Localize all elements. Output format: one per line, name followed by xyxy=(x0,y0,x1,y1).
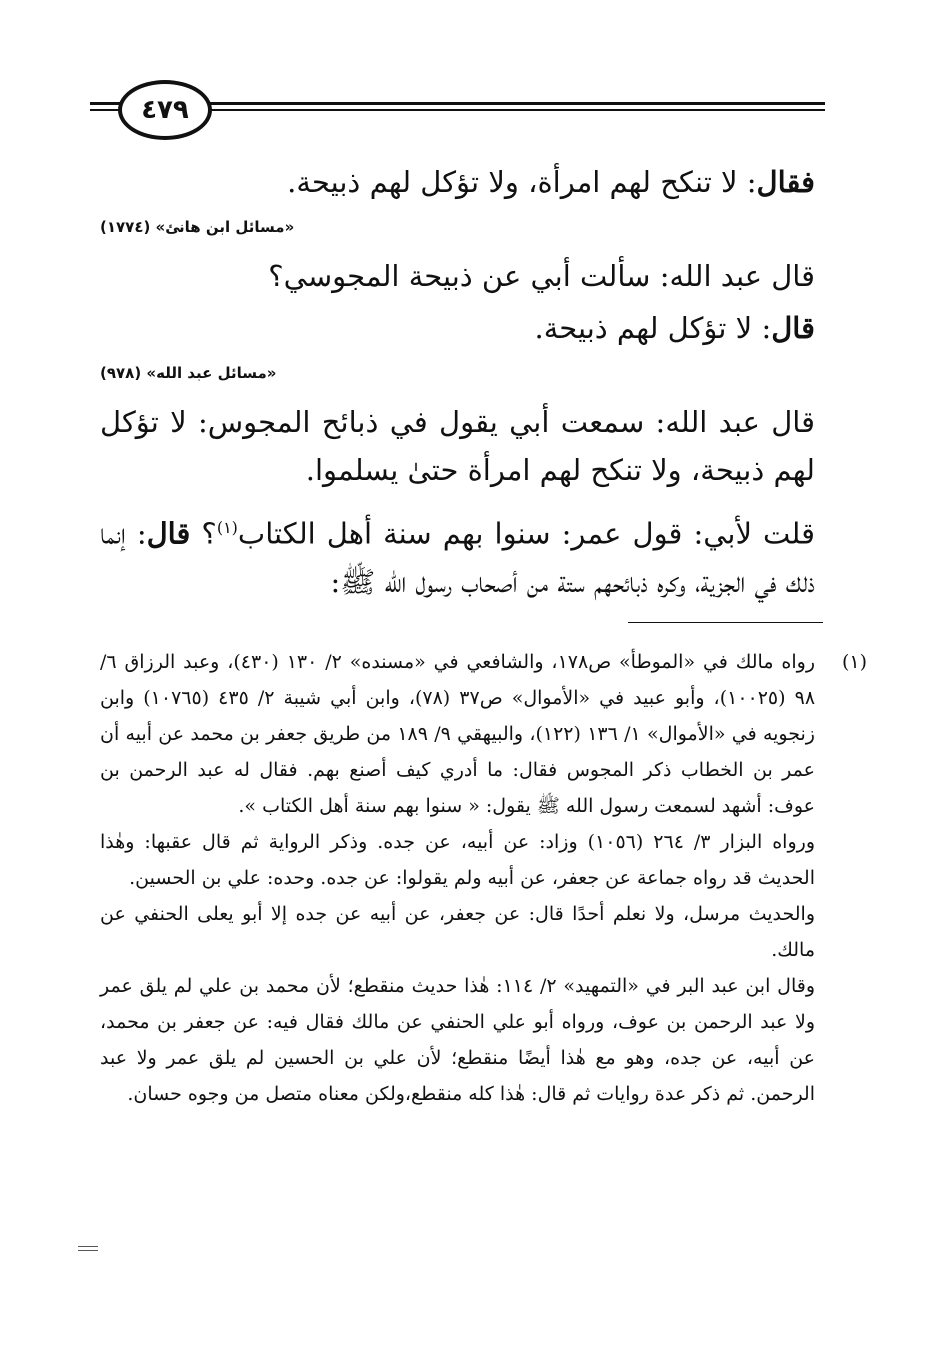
reference-ibn-hani: «مسائل ابن هانئ» (١٧٧٤) xyxy=(100,218,295,236)
paragraph-5-text-a: قلت لأبي: قول عمر: سنوا بهم سنة أهل الكتاب xyxy=(237,516,815,551)
paragraph-5 xyxy=(100,504,815,606)
page-header xyxy=(90,78,825,138)
footnote-reference: (١) xyxy=(216,518,238,537)
reference-abdullah: «مسائل عبد الله» (٩٧٨) xyxy=(100,364,277,382)
paragraph-1-text: : لا تنكح لهم امرأة، ولا تؤكل لهم ذبيحة. xyxy=(287,165,757,199)
paragraph-4: قال عبد الله: سمعت أبي يقول في ذبائح المجوس: لا تؤكل لهم ذبيحة، ولا تنكح لهم امرأة حتىٰ يسلموا. xyxy=(100,405,815,487)
corner-mark xyxy=(78,1246,98,1254)
paragraph-5-text-b: ؟ xyxy=(190,516,217,551)
paragraph-3-text: : لا تؤكل لهم ذبيحة. xyxy=(534,311,772,345)
footnote-paragraph: ورواه البزار ٣/ ٢٦٤ (١٠٥٦) وزاد: عن أبيه، عن جده. وذكر الرواية ثم قال عقبها: وهٰذا الحديث قد رواه جماعة عن جعفر، عن أبيه ولم يقولوا: عن جده. وحده: علي بن الحسين. xyxy=(100,831,815,889)
footnotes xyxy=(100,644,867,1112)
footnote-marker: (١) xyxy=(841,651,867,673)
page-number: ٤٧٩ xyxy=(118,80,212,140)
keyword-qal-2: قال xyxy=(146,516,191,551)
paragraph-1 xyxy=(100,158,815,206)
paragraph-3 xyxy=(100,304,815,352)
paragraph-5-text-c: : إنما ذلك في الجزية، وكره ذبائحهم ستة من أصحاب رسول الله ﷺ: xyxy=(100,516,815,599)
footnote-paragraph: وقال ابن عبد البر في «التمهيد» ٢/ ١١٤: هٰذا حديث منقطع؛ لأن محمد بن علي لم يلق عمر ولا عبد الرحمن بن عوف، ورواه أبو علي الحنفي عن مالك فقال فيه: عن جعفر بن محمد، عن أبيه، عن جده، وهو مع هٰذا أيضًا منقطع؛ لأن علي بن الحسين لم يلق عمر ولا عبد الرحمن. ثم ذكر عدة روايات ثم قال: هٰذا كله منقطع،ولكن معناه متصل من وجوه حسان. xyxy=(100,975,815,1105)
footnote-separator xyxy=(628,622,823,623)
footnote-paragraph: رواه مالك في «الموطأ» ص١٧٨، والشافعي في «مسنده» ٢/ ١٣٠ (٤٣٠)، وعبد الرزاق ٦/ ٩٨ (١٠٠٢٥)، وأبو عبيد في «الأموال» ص٣٧ (٧٨)، وابن أبي شيبة ٢/ ٤٣٥ (١٠٧٦٥) وابن زنجويه في «الأموال» ١/ ١٣٦ (١٢٢)، والبيهقي ٩/ ١٨٩ من طريق جعفر بن محمد عن أبيه أن عمر بن الخطاب ذكر المجوس فقال: ما أدري كيف أصنع بهم. فقال له عبد الرحمن بن عوف: أشهد لسمعت رسول الله ﷺ يقول: « سنوا بهم سنة أهل الكتاب ». xyxy=(100,651,816,817)
footnote-paragraph: والحديث مرسل، ولا نعلم أحدًا قال: عن جعفر، عن أبيه عن جده إلا أبو يعلى الحنفي عن مالك. xyxy=(100,903,815,961)
keyword-qal: قال xyxy=(771,311,815,345)
paragraph-2: قال عبد الله: سألت أبي عن ذبيحة المجوسي؟ xyxy=(268,259,815,293)
keyword-faqal: فقال xyxy=(756,165,815,199)
